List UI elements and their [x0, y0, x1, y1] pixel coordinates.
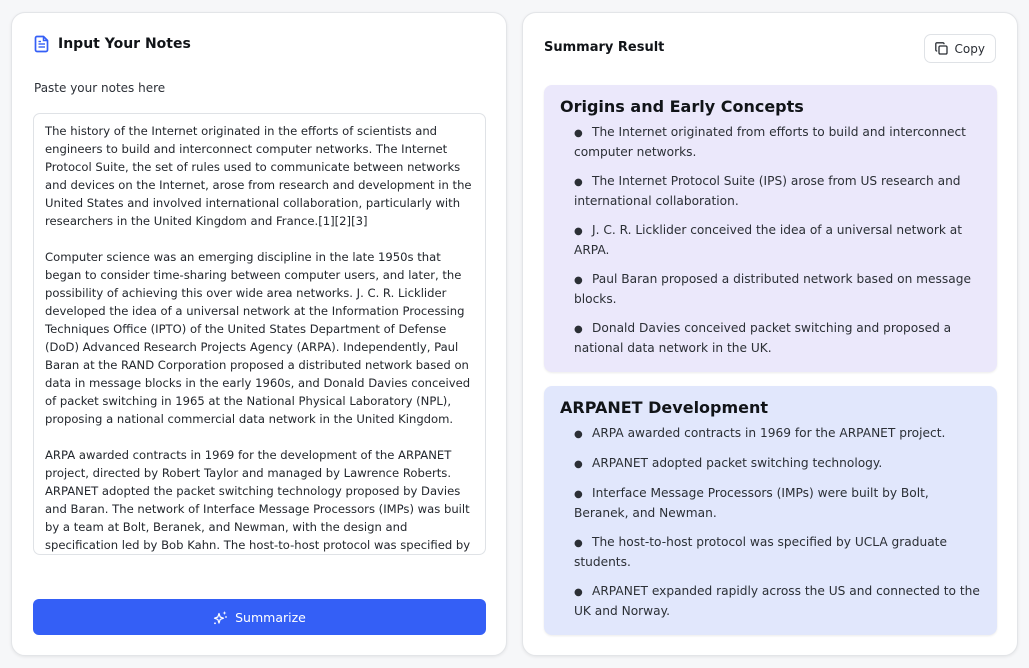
bullet-icon: ●	[574, 538, 583, 549]
list-item: ● The Internet originated from efforts to build and interconnect computer networks.	[574, 125, 966, 159]
list-item: ● ARPANET expanded rapidly across the US and connected to the UK and Norway.	[574, 584, 980, 618]
sparkle-icon	[213, 610, 228, 625]
input-panel-title: Input Your Notes	[58, 36, 191, 52]
summary-result-title: Summary Result	[544, 40, 665, 55]
copy-button[interactable]	[924, 34, 996, 63]
input-panel-header	[34, 35, 191, 53]
summarize-button[interactable]	[33, 599, 486, 635]
bullet-icon: ●	[574, 587, 583, 598]
list-item: ● The host-to-host protocol was specified by UCLA graduate students.	[574, 535, 947, 569]
bullet-icon: ●	[574, 226, 583, 237]
list-item: ● Interface Message Processors (IMPs) were built by Bolt, Beranek, and Newman.	[574, 486, 929, 520]
summary-section	[544, 386, 997, 635]
list-item: ● Donald Davies conceived packet switching and proposed a national data network in the UK.	[574, 321, 952, 355]
bullet-icon: ●	[574, 459, 583, 470]
bullet-list	[560, 123, 981, 358]
list-item: ● The Internet Protocol Suite (IPS) arose from US research and international collaboration.	[574, 174, 961, 208]
copy-icon	[935, 42, 948, 55]
document-icon	[34, 35, 50, 53]
bullet-icon: ●	[574, 128, 583, 139]
list-item: ● ARPA awarded contracts in 1969 for the ARPANET project.	[560, 424, 981, 444]
bullet-list	[560, 424, 981, 621]
bullet-icon: ●	[574, 324, 583, 335]
notes-label: Paste your notes here	[34, 81, 166, 95]
summary-sections	[544, 85, 997, 649]
summary-section	[544, 85, 997, 372]
section-heading: Origins and Early Concepts	[560, 97, 804, 116]
bullet-icon: ●	[574, 489, 583, 500]
bullet-icon: ●	[574, 177, 583, 188]
input-notes-panel	[11, 12, 507, 656]
bullet-icon: ●	[574, 275, 583, 286]
section-heading: ARPANET Development	[560, 398, 769, 417]
list-item: ● ARPANET adopted packet switching technology.	[560, 454, 981, 474]
notes-textarea[interactable]	[33, 113, 486, 555]
bullet-icon: ●	[574, 429, 583, 440]
list-item: ● J. C. R. Licklider conceived the idea of a universal network at ARPA.	[574, 223, 963, 257]
summarize-button-label: Summarize	[235, 609, 306, 625]
summary-result-panel	[522, 12, 1018, 656]
copy-button-label: Copy	[954, 41, 985, 56]
list-item: ● Paul Baran proposed a distributed network based on message blocks.	[574, 272, 971, 306]
